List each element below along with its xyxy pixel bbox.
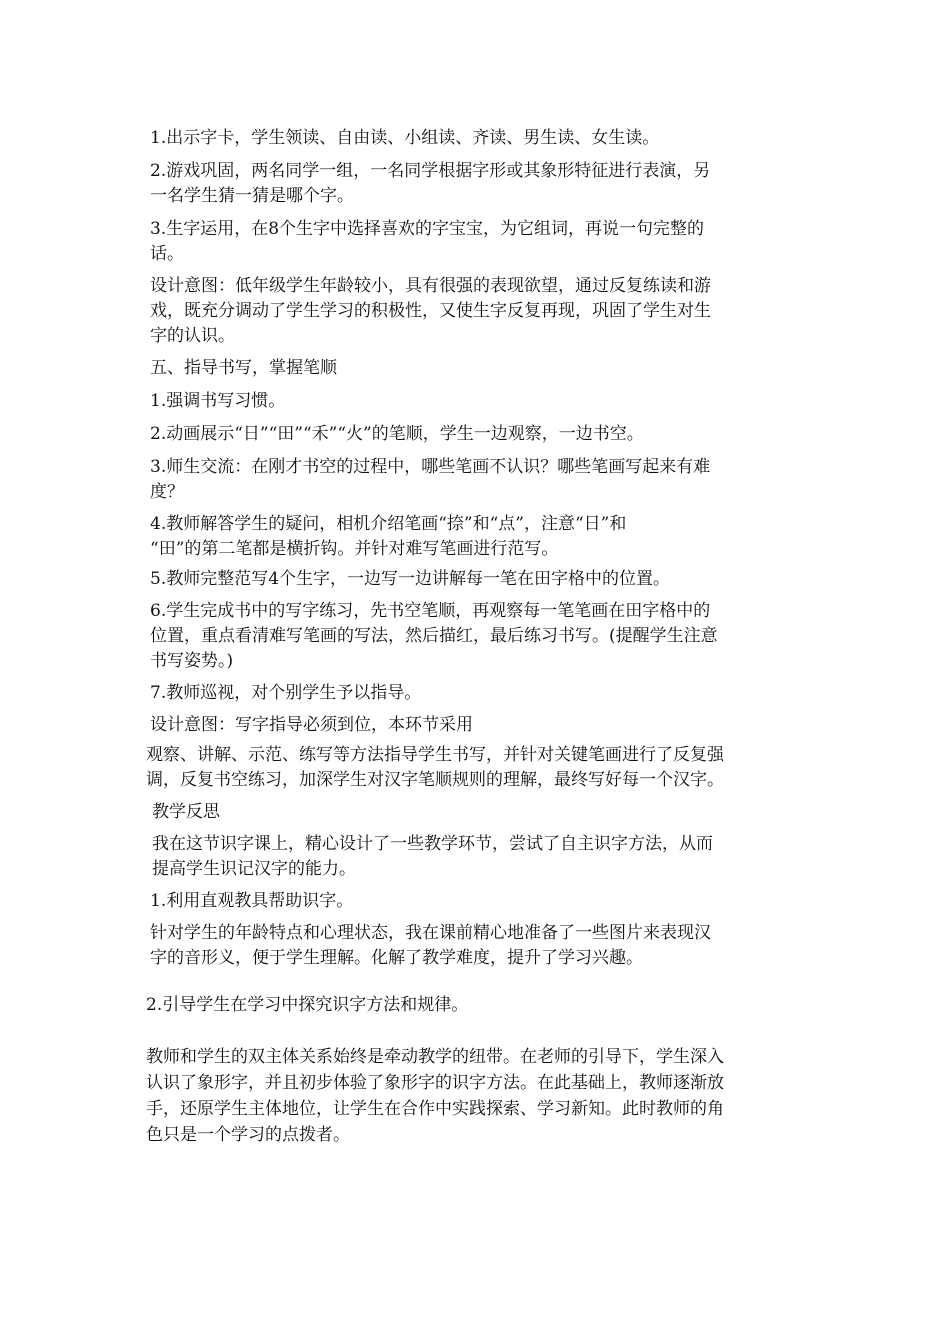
paragraph-6 [150, 455, 710, 505]
paragraph-4 [150, 389, 285, 414]
text-line: 设计意图：写字指导必须到位，本环节采用 [150, 715, 473, 735]
paragraph-10 [150, 681, 421, 706]
text-line: 设计意图：低年级学生年龄较小，具有很强的表现欲望，通过反复练读和游 [150, 276, 711, 296]
paragraph-3 [150, 217, 704, 267]
text-line: 3.师生交流：在刚才书空的过程中，哪些笔画不认识？哪些笔画写起来有难 [150, 457, 711, 477]
text-line: 针对学生的年龄特点和心理状态，我在课前精心地准备了一些图片来表现汉 [150, 923, 711, 943]
paragraph-design-intent-1 [150, 274, 711, 349]
paragraph-15 [146, 993, 468, 1018]
text-line: 我在这节识字课上，精心设计了一些教学环节，尝试了自主识字方法，从而 [152, 834, 713, 854]
text-line: 6.学生完成书中的写字练习，先书空笔顺，再观察每一笔笔画在田字格中的 [150, 601, 711, 621]
section-heading-writing [150, 356, 337, 381]
text-line: 1.利用直观教具帮助识字。 [150, 891, 354, 911]
text-line: 戏，既充分调动了学生学习的积极性，又使生字反复再现，巩固了学生对生 [150, 301, 711, 321]
paragraph-8 [150, 567, 670, 592]
text-line: 度？ [150, 482, 184, 502]
text-line: 位置，重点看清难写笔画的写法，然后描红，最后练习书写。(提醒学生注意 [150, 626, 718, 646]
paragraph-11 [146, 743, 724, 793]
paragraph-5 [150, 422, 644, 447]
text-line: 1.强调书写习惯。 [150, 391, 286, 411]
paragraph-2 [150, 159, 710, 209]
paragraph-14 [150, 921, 711, 971]
text-line: 3.生字运用，在8个生字中选择喜欢的字宝宝，为它组词，再说一句完整的 [150, 219, 705, 239]
text-line: 2.动画展示“日”“田”“禾”“火”的笔顺，学生一边观察，一边书空。 [150, 424, 644, 444]
paragraph-9 [150, 599, 718, 674]
paragraph-16 [146, 1044, 724, 1148]
text-line: 4.教师解答学生的疑问，相机介绍笔画“捺”和“点”，注意“日”和 [150, 514, 627, 534]
text-line: “田”的第二笔都是横折钩。并针对难写笔画进行范写。 [150, 539, 559, 559]
text-line: 调，反复书空练习，加深学生对汉字笔顺规则的理解，最终写好每一个汉字。 [146, 770, 724, 790]
section-heading-reflection [152, 800, 220, 825]
paragraph-12 [152, 832, 713, 882]
text-line: 色只是一个学习的点拨者。 [146, 1125, 350, 1145]
text-line: 字的认识。 [150, 326, 235, 346]
paragraph-design-intent-2 [150, 713, 473, 738]
text-line: 观察、讲解、示范、练写等方法指导学生书写，并针对关键笔画进行了反复强 [146, 745, 724, 765]
text-line: 一名学生猜一猜是哪个字。 [150, 186, 354, 206]
text-line: 7.教师巡视，对个别学生予以指导。 [150, 683, 422, 703]
text-line: 2.引导学生在学习中探究识字方法和规律。 [146, 995, 469, 1015]
text-line: 话。 [150, 244, 184, 264]
text-line: 手，还原学生主体地位，让学生在合作中实践探索、学习新知。此时教师的角 [146, 1099, 724, 1119]
paragraph-13 [150, 889, 353, 914]
text-line: 2.游戏巩固，两名同学一组，一名同学根据字形或其象形特征进行表演，另 [150, 161, 711, 181]
text-line: 教学反思 [152, 802, 220, 822]
text-line: 五、指导书写，掌握笔顺 [150, 358, 337, 378]
text-line: 教师和学生的双主体关系始终是牵动教学的纽带。在老师的引导下，学生深入 [146, 1047, 724, 1067]
paragraph-7 [150, 512, 626, 562]
text-line: 字的音形义，便于学生理解。化解了教学难度，提升了学习兴趣。 [150, 948, 643, 968]
text-line: 认识了象形字，并且初步体验了象形字的识字方法。在此基础上，教师逐渐放 [146, 1073, 724, 1093]
text-line: 书写姿势。) [150, 651, 234, 671]
text-line: 5.教师完整范写4个生字，一边写一边讲解每一笔在田字格中的位置。 [150, 569, 671, 589]
text-line: 1.出示字卡，学生领读、自由读、小组读、齐读、男生读、女生读。 [150, 128, 660, 148]
paragraph-1 [150, 126, 659, 151]
text-line: 提高学生识记汉字的能力。 [152, 859, 356, 879]
